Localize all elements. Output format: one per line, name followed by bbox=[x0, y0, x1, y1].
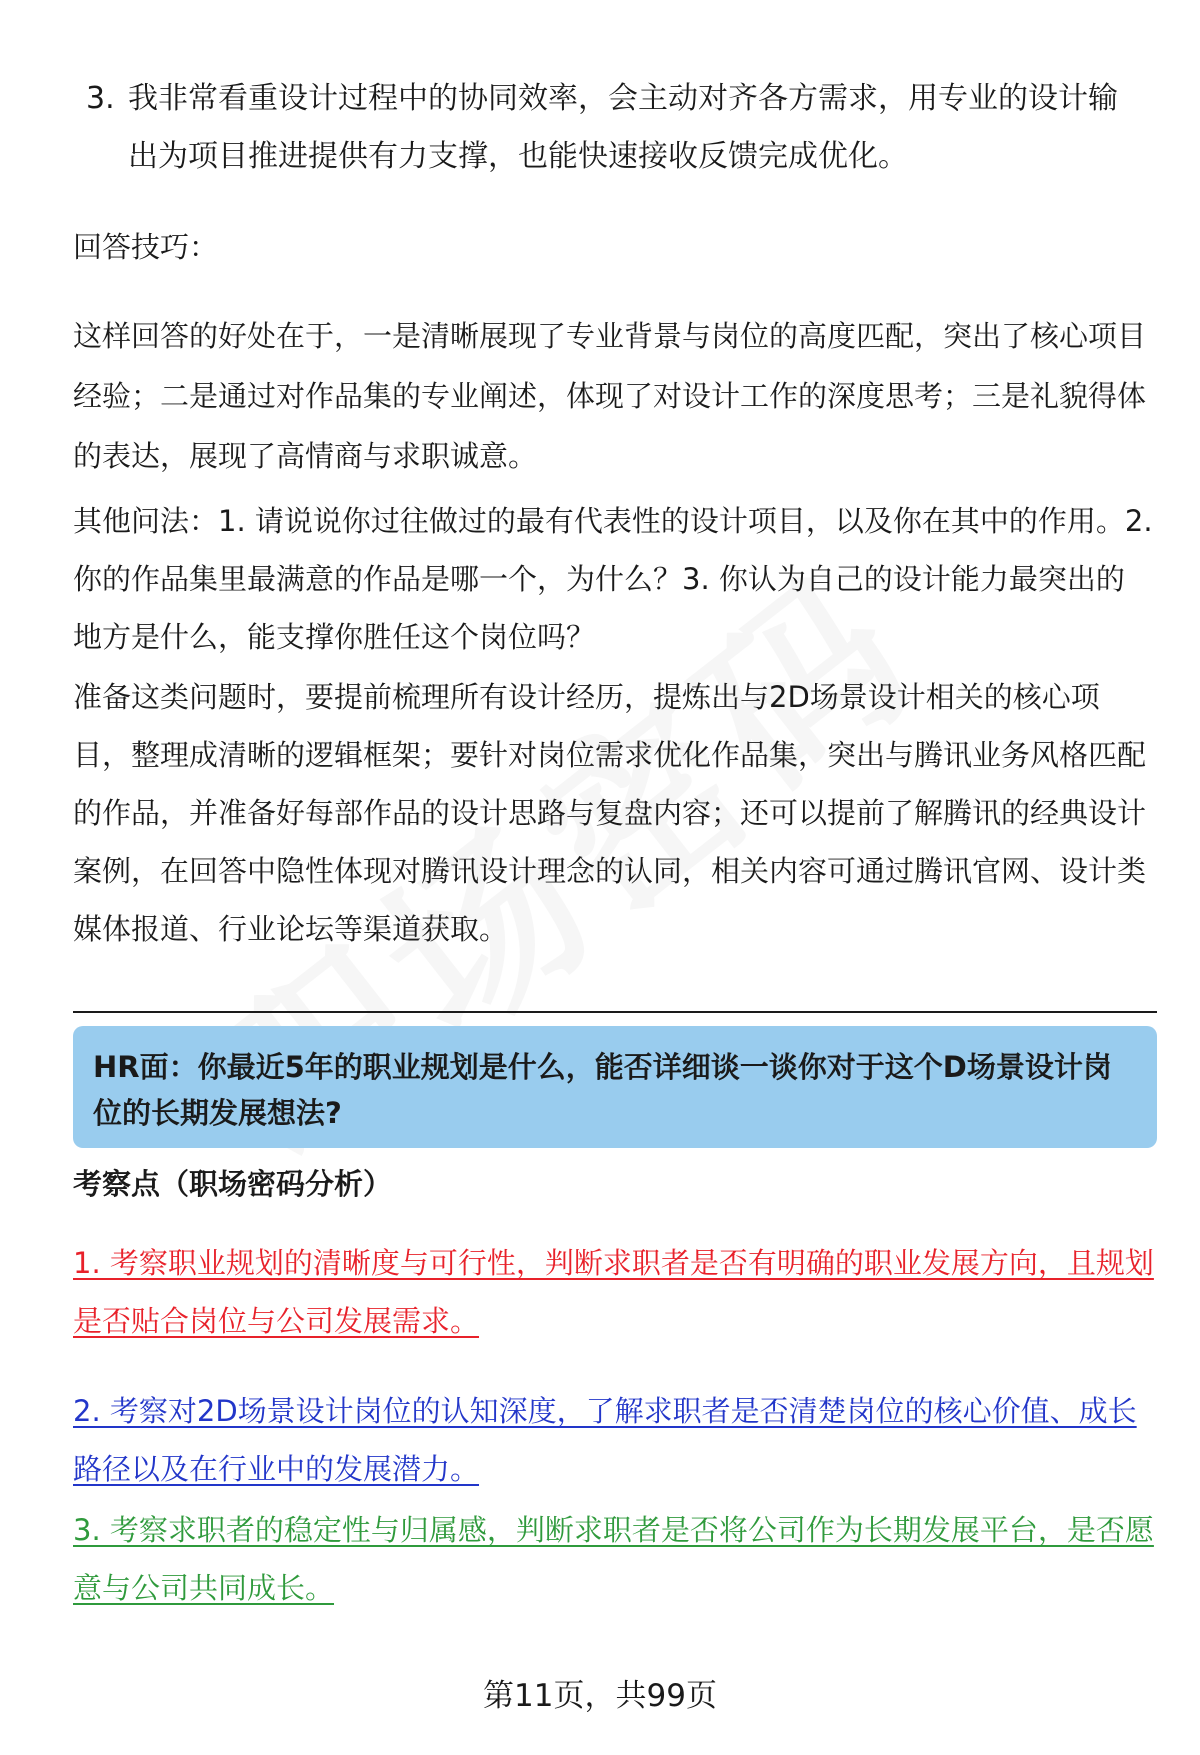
tips-paragraph: 这样回答的好处在于，一是清晰展现了专业背景与岗位的高度匹配，突出了核心项目经验；二是通过对作品集的专业阐述，体现了对设计工作的深度思考；三是礼貌得体的表达，展现了高情商与求职诚意。 bbox=[73, 319, 1147, 473]
preparation-paragraph: 准备这类问题时，要提前梳理所有设计经历，提炼出与2D场景设计相关的核心项目，整理成清晰的逻辑框架；要针对岗位需求优化作品集，突出与腾讯业务风格匹配的作品，并准备好每部作品的设计思路与复盘内容；还可以提前了解腾讯的经典设计案例，在回答中隐性体现对腾讯设计理念的认同，相关内容可通过腾讯官网、设计类媒体报道、行业论坛等渠道获取。 bbox=[73, 680, 1147, 946]
list-item-text: 我非常看重设计过程中的协同效率，会主动对齐各方需求，用专业的设计输出为项目推进提供有力支撑，也能快速接收反馈完成优化。 bbox=[128, 81, 1118, 174]
hr-question-box bbox=[73, 1026, 1157, 1148]
page-footer: 第11页，共99页 bbox=[483, 1678, 717, 1714]
hr-question-text: HR面：你最近5年的职业规划是什么，能否详细谈一谈你对于这个D场景设计岗位的长期发展想法? bbox=[93, 1050, 1112, 1130]
answer-list-item-3 bbox=[86, 70, 1146, 186]
focus-point-1: 1. 考察职业规划的清晰度与可行性，判断求职者是否有明确的职业发展方向，且规划是否贴合岗位与公司发展需求。 bbox=[73, 1246, 1154, 1338]
section-divider bbox=[73, 1011, 1157, 1013]
focus-heading: 考察点（职场密码分析） bbox=[73, 1167, 393, 1201]
focus-point-2: 2. 考察对2D场景设计岗位的认知深度，了解求职者是否清楚岗位的核心价值、成长路径以及在行业中的发展潜力。 bbox=[73, 1394, 1137, 1486]
other-questions-paragraph: 其他问法：1. 请说说你过往做过的最有代表性的设计项目，以及你在其中的作用。2. 你的作品集里最满意的作品是哪一个，为什么？3. 你认为自己的设计能力最突出的地方是什么，能支撑你胜任这个岗位吗？ bbox=[73, 504, 1153, 654]
list-item-number: 3. bbox=[86, 81, 115, 116]
tips-heading: 回答技巧： bbox=[73, 230, 219, 264]
focus-point-3: 3. 考察求职者的稳定性与归属感，判断求职者是否将公司作为长期发展平台，是否愿意与公司共同成长。 bbox=[73, 1513, 1154, 1605]
